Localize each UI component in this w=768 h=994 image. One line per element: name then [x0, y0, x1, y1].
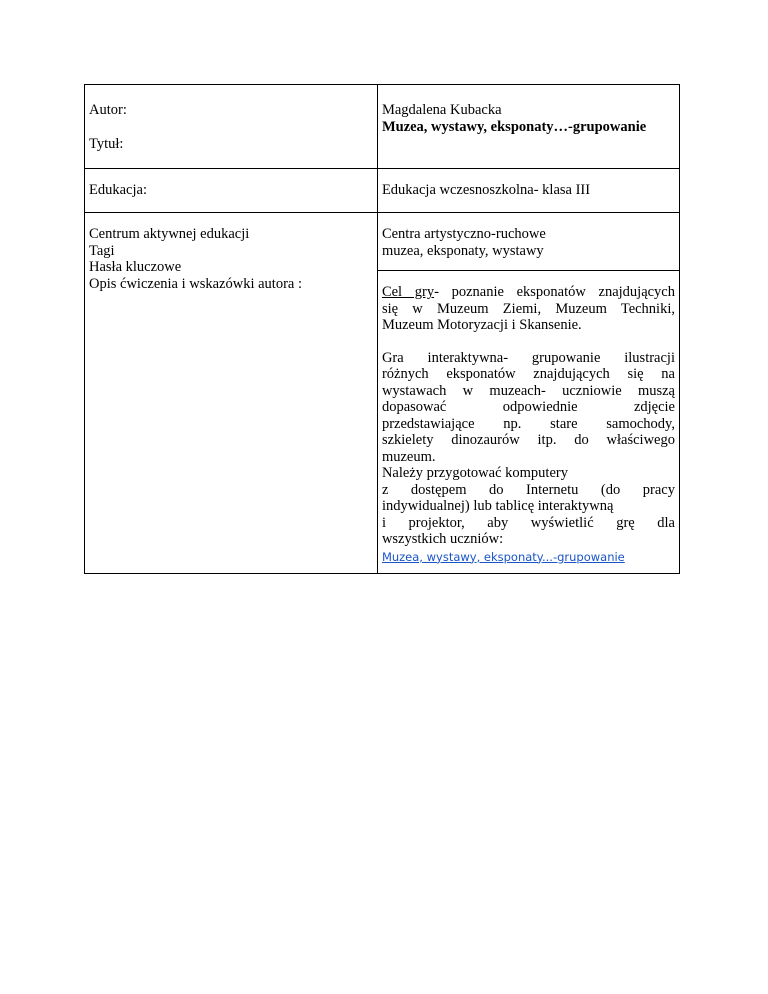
game-line-2: różnych eksponatów znajdujących się na	[381, 366, 675, 382]
game-line-5: przedstawiające np. stare samochody,	[381, 415, 675, 432]
game-link[interactable]: Muzea, wystawy, eksponaty...-grupowanie	[381, 549, 625, 564]
centre-label: Centrum aktywnej edukacji	[89, 226, 250, 242]
game-line-3: wystawach w muzeach- uczniowie muszą	[381, 382, 675, 399]
centre-tags-values-cell	[377, 213, 679, 271]
prep-line-2: z dostępem do Internetu (do pracy	[381, 481, 675, 498]
prep-line-4: i projektor, aby wyświetlić grę dla	[381, 514, 675, 531]
author-label: Autor:	[89, 102, 127, 118]
education-label: Edukacja:	[89, 182, 147, 198]
game-paragraph	[382, 350, 675, 565]
education-label-cell	[85, 169, 378, 213]
tags-label: Tagi	[89, 242, 115, 259]
title-label: Tytuł:	[89, 135, 124, 152]
tags-value: muzea, eksponaty, wystawy	[381, 242, 544, 259]
row-author-title	[85, 85, 680, 169]
game-line-1: Gra interaktywna- grupowanie ilustracji	[381, 349, 675, 366]
centre-tags-labels-cell	[85, 213, 378, 574]
goal-line-1-rest: - poznanie eksponatów znajdujących	[434, 284, 675, 300]
goal-line-2: się w Muzeum Ziemi, Muzeum Techniki,	[381, 300, 675, 317]
row-centre-tags	[85, 213, 680, 271]
game-line-4: dopasować odpowiednie zdjęcie	[381, 399, 675, 415]
prep-line-1: Należy przygotować komputery	[381, 465, 568, 481]
game-line-6: szkielety dinozaurów itp. do właściwego	[381, 432, 675, 448]
title-value: Muzea, wystawy, eksponaty…-grupowanie	[381, 118, 647, 135]
author-value: Magdalena Kubacka	[381, 102, 502, 118]
goal-label: Cel gry	[381, 284, 435, 300]
education-value-cell	[377, 169, 679, 213]
prep-line-3: indywidualnej) lub tablicę interaktywną	[381, 498, 614, 514]
row-education	[85, 169, 680, 213]
game-line-7: muzeum.	[381, 448, 436, 465]
goal-paragraph	[382, 284, 675, 334]
description-value-cell	[377, 271, 679, 574]
goal-line-1	[382, 284, 675, 301]
description-label: Opis ćwiczenia i wskazówki autora :	[89, 275, 302, 292]
prep-line-5: wszystkich uczniów:	[381, 531, 504, 547]
author-title-values-cell	[377, 85, 679, 169]
centre-value: Centra artystyczno-ruchowe	[381, 226, 546, 242]
goal-line-3: Muzeum Motoryzacji i Skansenie.	[381, 317, 582, 333]
keywords-label: Hasła kluczowe	[89, 259, 182, 275]
author-title-labels-cell	[85, 85, 378, 169]
document-table	[84, 84, 680, 574]
education-value: Edukacja wczesnoszkolna- klasa III	[381, 182, 591, 198]
